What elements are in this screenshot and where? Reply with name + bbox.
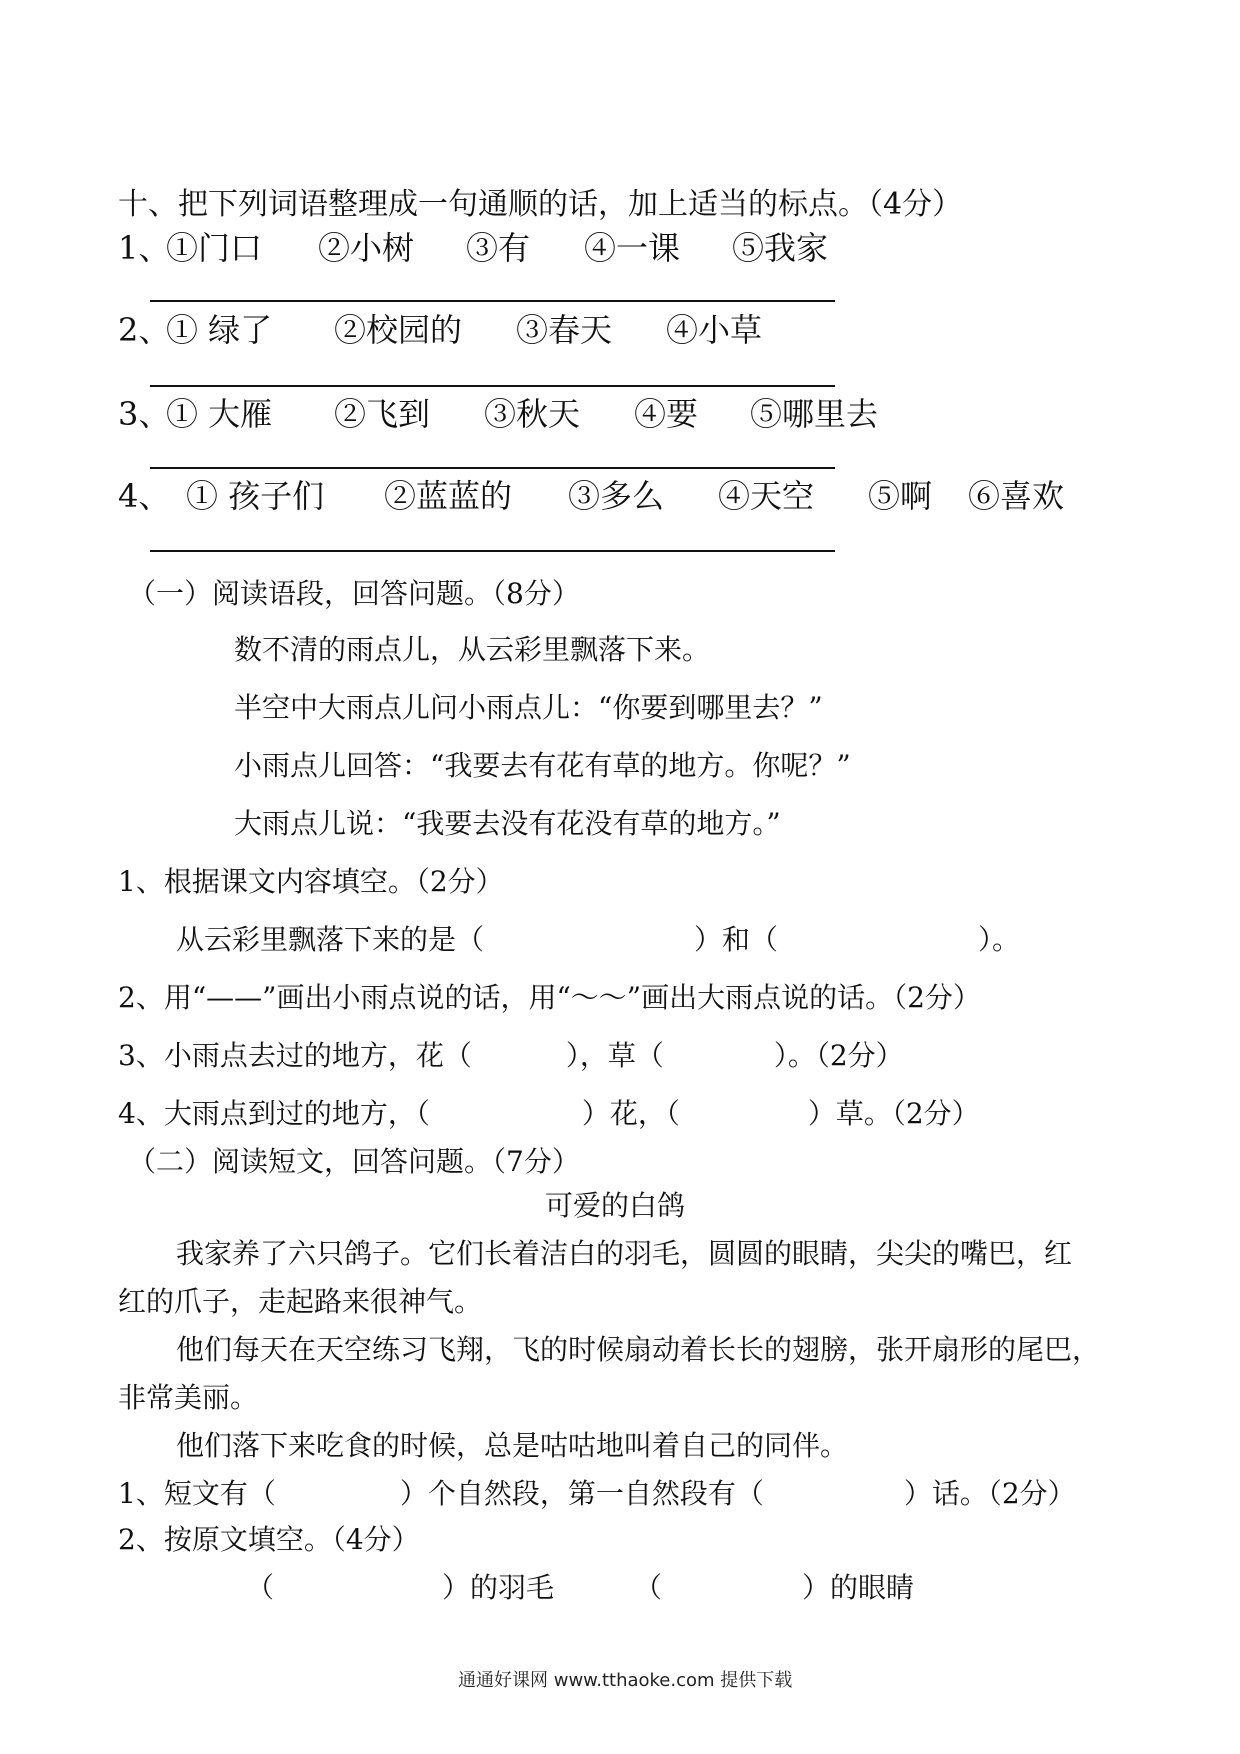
word: ① 大雁 (166, 395, 273, 433)
question-1: 1、根据课文内容填空。（2分） (118, 865, 504, 898)
word: ①门口 (166, 229, 263, 267)
reading-1-title: （一）阅读语段，回答问题。（8分） (128, 577, 580, 610)
reading-2-question-2: 2、按原文填空。（4分） (118, 1523, 420, 1556)
story-paragraph-2-cont: 非常美丽。 (118, 1381, 259, 1414)
question-2: 2、用“——”画出小雨点说的话，用“～～”画出大雨点说的话。（2分） (118, 981, 981, 1014)
item-number: 2、 (118, 311, 171, 349)
word: ④小草 (666, 311, 763, 349)
word: ① 绿了 (166, 311, 273, 349)
story-paragraph-3: 他们落下来吃食的时候，总是咕咕地叫着自己的同伴。 (176, 1429, 849, 1462)
fill-text: （ (246, 1571, 275, 1604)
word: ① 孩子们 (186, 477, 325, 515)
word: ③多么 (568, 477, 665, 515)
word: ②飞到 (334, 395, 431, 433)
fill-text: ）话。（2分） (903, 1477, 1076, 1510)
passage-line: 大雨点儿说：“我要去没有花没有草的地方。” (234, 807, 781, 840)
footer-credit: 通通好课网 www.tthaoke.com 提供下载 (458, 1670, 793, 1691)
item-number: 4、 (118, 477, 171, 515)
fill-text: （ (634, 1571, 663, 1604)
word: ⑤啊 (868, 477, 933, 515)
reading-2-question-1 (118, 1477, 1076, 1510)
fill-text: ）草。（2分） (807, 1097, 980, 1130)
fill-text: 1、短文有（ (118, 1477, 276, 1510)
answer-line-1 (150, 300, 835, 302)
fill-text: ）。（2分） (773, 1039, 904, 1072)
story-paragraph-1-cont: 红的爪子，走起路来很神气。 (118, 1285, 483, 1318)
passage-line: 小雨点儿回答：“我要去有花有草的地方。你呢？” (234, 749, 851, 782)
word: ②校园的 (334, 311, 463, 349)
fill-text: ）和（ (694, 923, 779, 956)
fill-text: 从云彩里飘落下来的是（ (176, 923, 485, 956)
word: ③秋天 (484, 395, 581, 433)
word: ⑥喜欢 (968, 477, 1065, 515)
fill-text: ）个自然段，第一自然段有（ (399, 1477, 764, 1510)
item-number: 1、 (118, 229, 171, 267)
fill-blank-2 (246, 1571, 915, 1604)
answer-line-4 (150, 550, 835, 552)
passage-line: 数不清的雨点儿，从云彩里飘落下来。 (234, 633, 711, 666)
word: ④天空 (718, 477, 815, 515)
story-paragraph-1: 我家养了六只鸽子。它们长着洁白的羽毛，圆圆的眼睛，尖尖的嘴巴，红 (176, 1237, 1073, 1270)
word: ④要 (634, 395, 699, 433)
fill-text: ）的羽毛 (442, 1571, 555, 1604)
answer-line-3 (150, 467, 835, 469)
question-3 (118, 1039, 904, 1072)
item-number: 3、 (118, 395, 171, 433)
fill-text: ）。 (978, 923, 1021, 956)
word: ⑤哪里去 (750, 395, 879, 433)
word: ⑤我家 (732, 229, 829, 267)
reading-2-title: （二）阅读短文，回答问题。（7分） (128, 1145, 580, 1178)
passage-line: 半空中大雨点儿问小雨点儿：“你要到哪里去？” (234, 691, 823, 724)
word: ③春天 (516, 311, 613, 349)
fill-text: ）的眼睛 (802, 1571, 915, 1604)
answer-line-2 (150, 385, 835, 387)
word: ③有 (466, 229, 531, 267)
fill-text: 3、小雨点去过的地方，花（ (118, 1039, 472, 1072)
section-10-title: 十、把下列词语整理成一句通顺的话，加上适当的标点。（4分） (118, 187, 963, 222)
fill-text: ），草（ (565, 1039, 664, 1072)
story-paragraph-2: 他们每天在天空练习飞翔，飞的时候扇动着长长的翅膀，张开扇形的尾巴， (176, 1333, 1101, 1366)
word: ④一课 (584, 229, 681, 267)
story-title: 可爱的白鸽 (545, 1189, 686, 1222)
fill-text: 4、大雨点到过的地方，（ (118, 1097, 430, 1130)
question-4 (118, 1097, 980, 1130)
word: ②小树 (318, 229, 415, 267)
word: ②蓝蓝的 (384, 477, 513, 515)
fill-blank-1 (176, 923, 1021, 956)
fill-text: ）花，（ (581, 1097, 680, 1130)
